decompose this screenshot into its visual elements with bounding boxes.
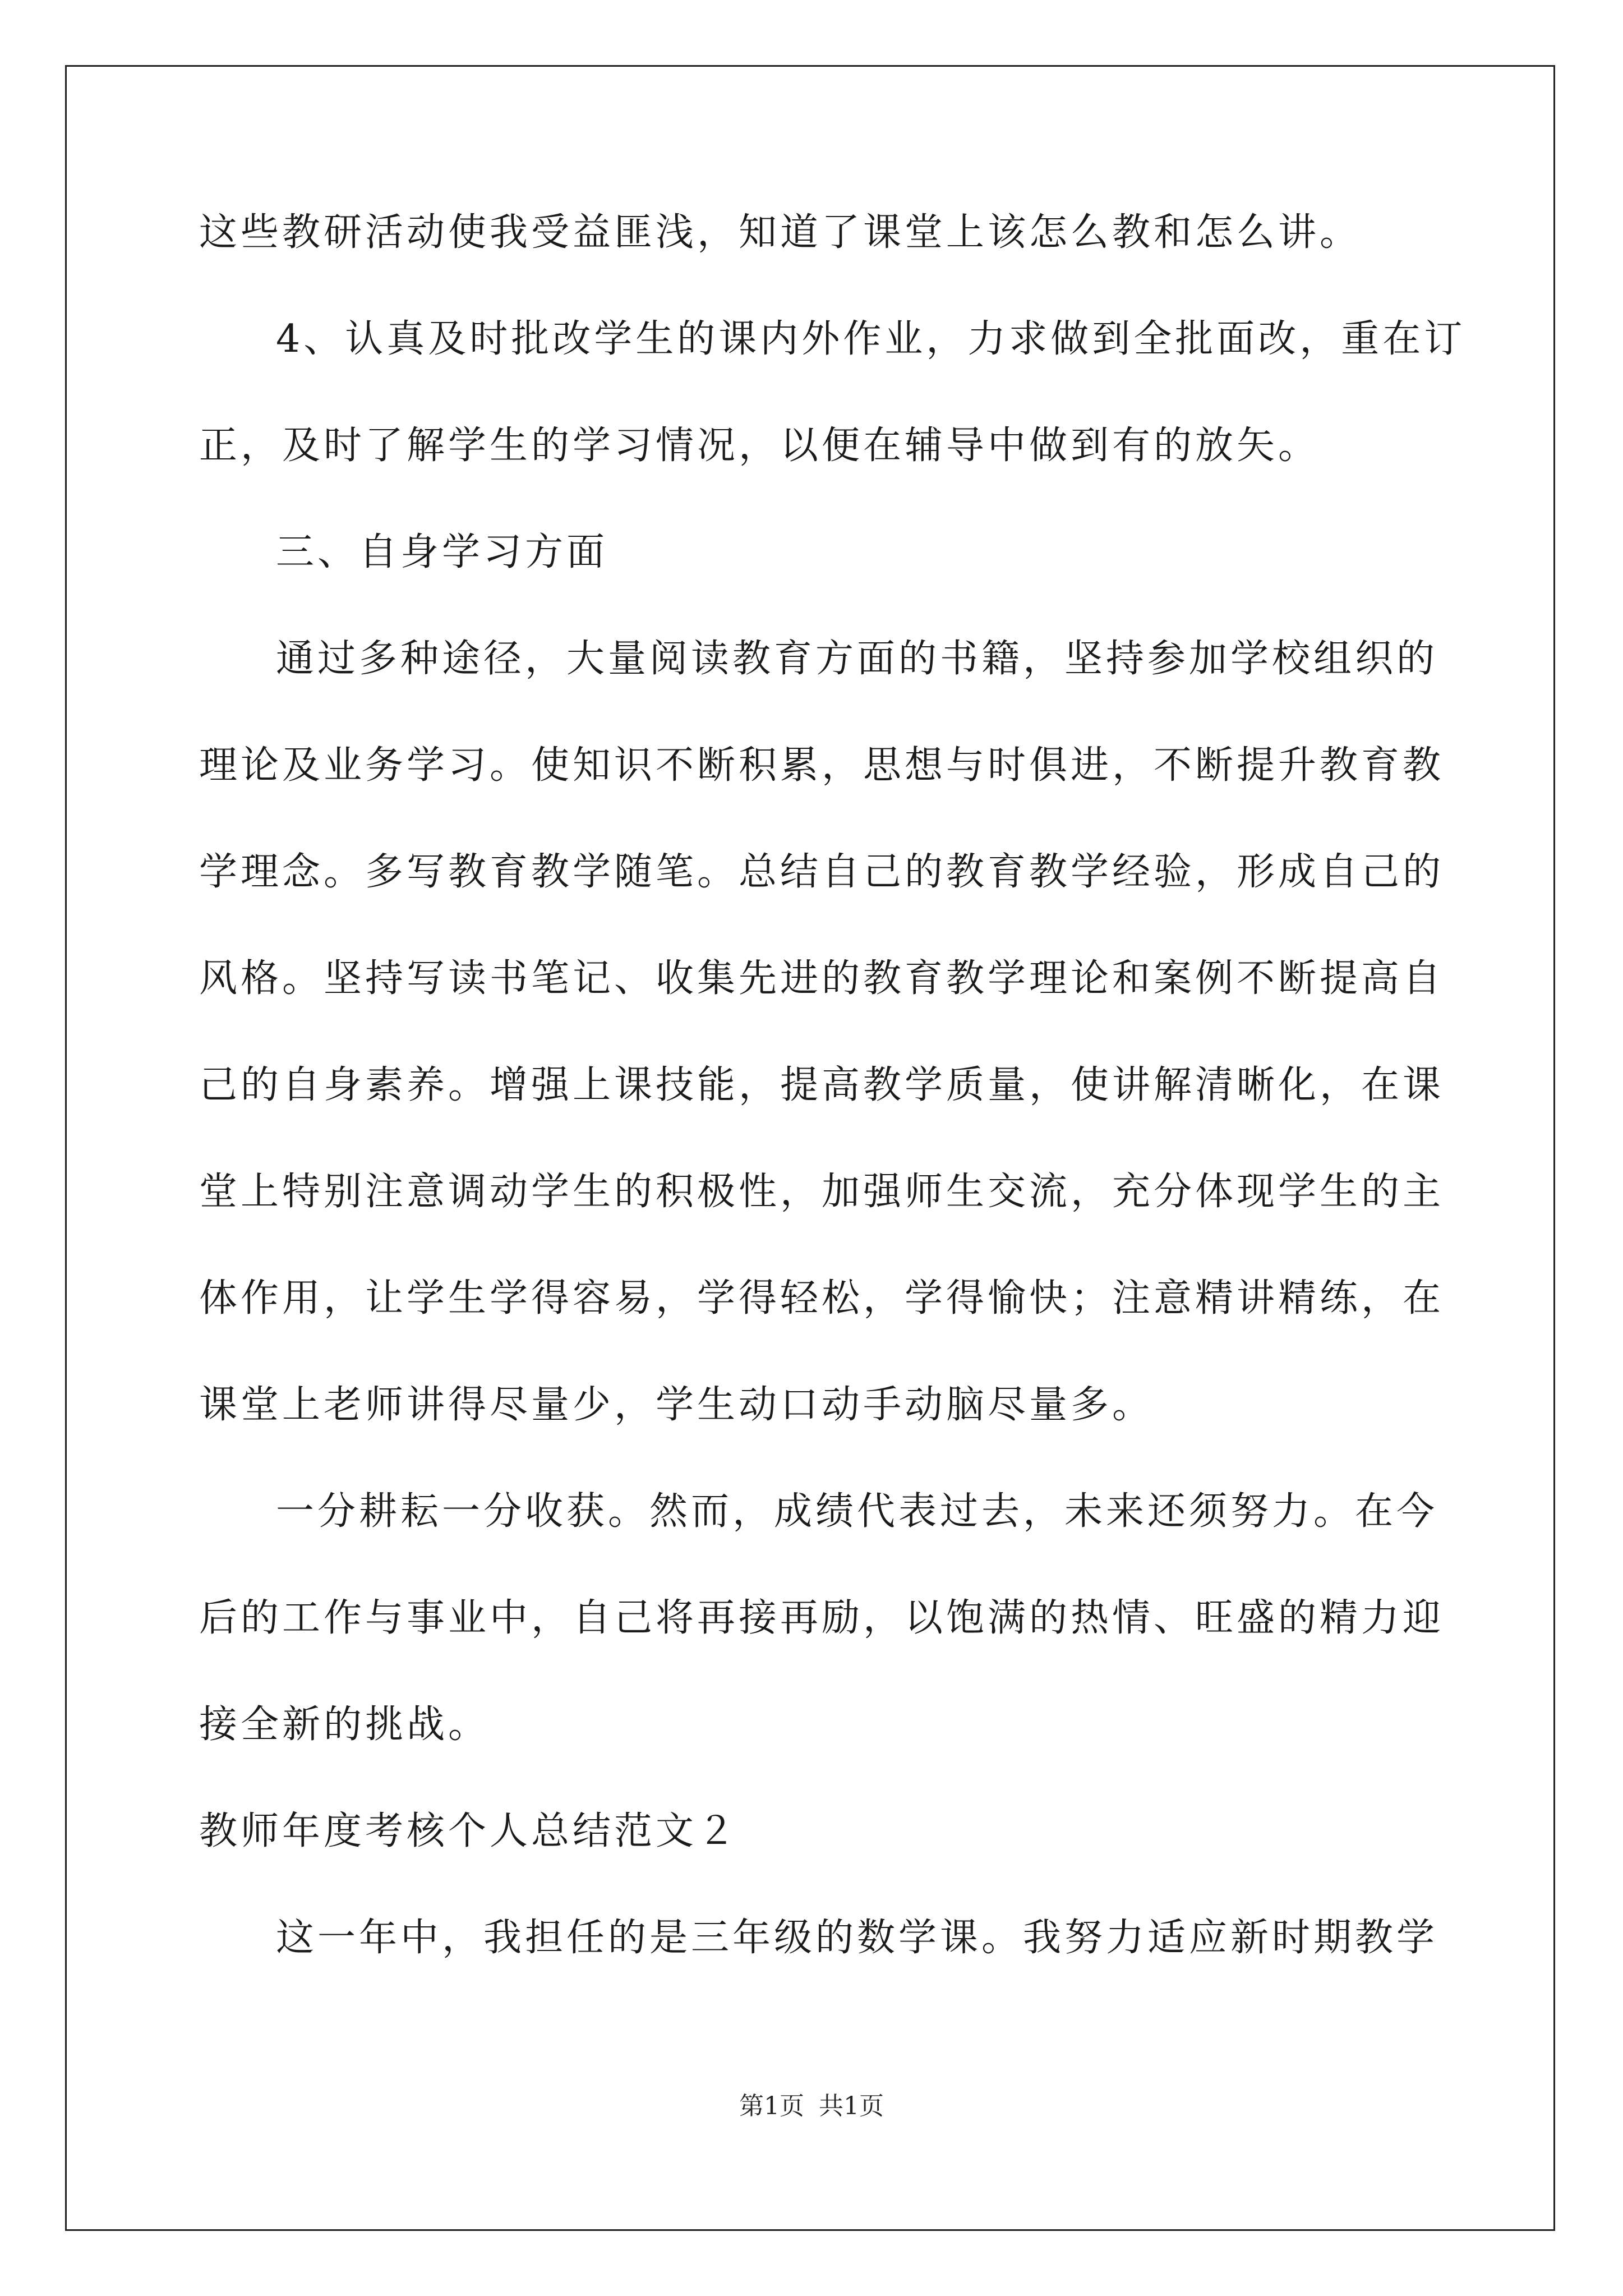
document-title: 教师年度考核个人总结范文２	[199, 1809, 739, 1853]
text-line: 正，及时了解学生的学习情况，以便在辅导中做到有的放矢。	[199, 424, 1320, 468]
text-line: 接全新的挑战。	[199, 1703, 490, 1747]
text-line: 堂上特别注意调动学生的积极性，加强师生交流，充分体现学生的主	[199, 1170, 1445, 1214]
page-border	[65, 65, 1555, 2231]
text-line: 后的工作与事业中，自己将再接再励，以饱满的热情、旺盛的精力迎	[199, 1596, 1445, 1640]
text-line: 理论及业务学习。使知识不断积累，思想与时俱进，不断提升教育教	[199, 743, 1445, 788]
text-line: 这一年中，我担任的是三年级的数学课。我努力适应新时期教学	[276, 1916, 1438, 1960]
text-line: 这些教研活动使我受益匪浅，知道了课堂上该怎么教和怎么讲。	[199, 210, 1362, 255]
text-line: 己的自身素养。增强上课技能，提高教学质量，使讲解清晰化，在课	[199, 1063, 1445, 1107]
text-line: 学理念。多写教育教学随笔。总结自己的教育教学经验，形成自己的	[199, 850, 1445, 894]
text-line: 体作用，让学生学得容易，学得轻松，学得愉快；注意精讲精练，在	[199, 1276, 1445, 1320]
text-line: 4、认真及时批改学生的课内外作业，力求做到全批面改，重在订	[276, 317, 1466, 361]
page-footer: 第1页 共1页	[739, 2092, 884, 2120]
text-line: 通过多种途径，大量阅读教育方面的书籍，坚持参加学校组织的	[276, 637, 1438, 681]
section-heading: 三、自身学习方面	[276, 530, 608, 574]
text-line: 风格。坚持写读书笔记、收集先进的教育教学理论和案例不断提高自	[199, 956, 1445, 1001]
text-line: 一分耕耘一分收获。然而，成绩代表过去，未来还须努力。在今	[276, 1489, 1438, 1534]
text-line: 课堂上老师讲得尽量少，学生动口动手动脑尽量多。	[199, 1383, 1154, 1427]
